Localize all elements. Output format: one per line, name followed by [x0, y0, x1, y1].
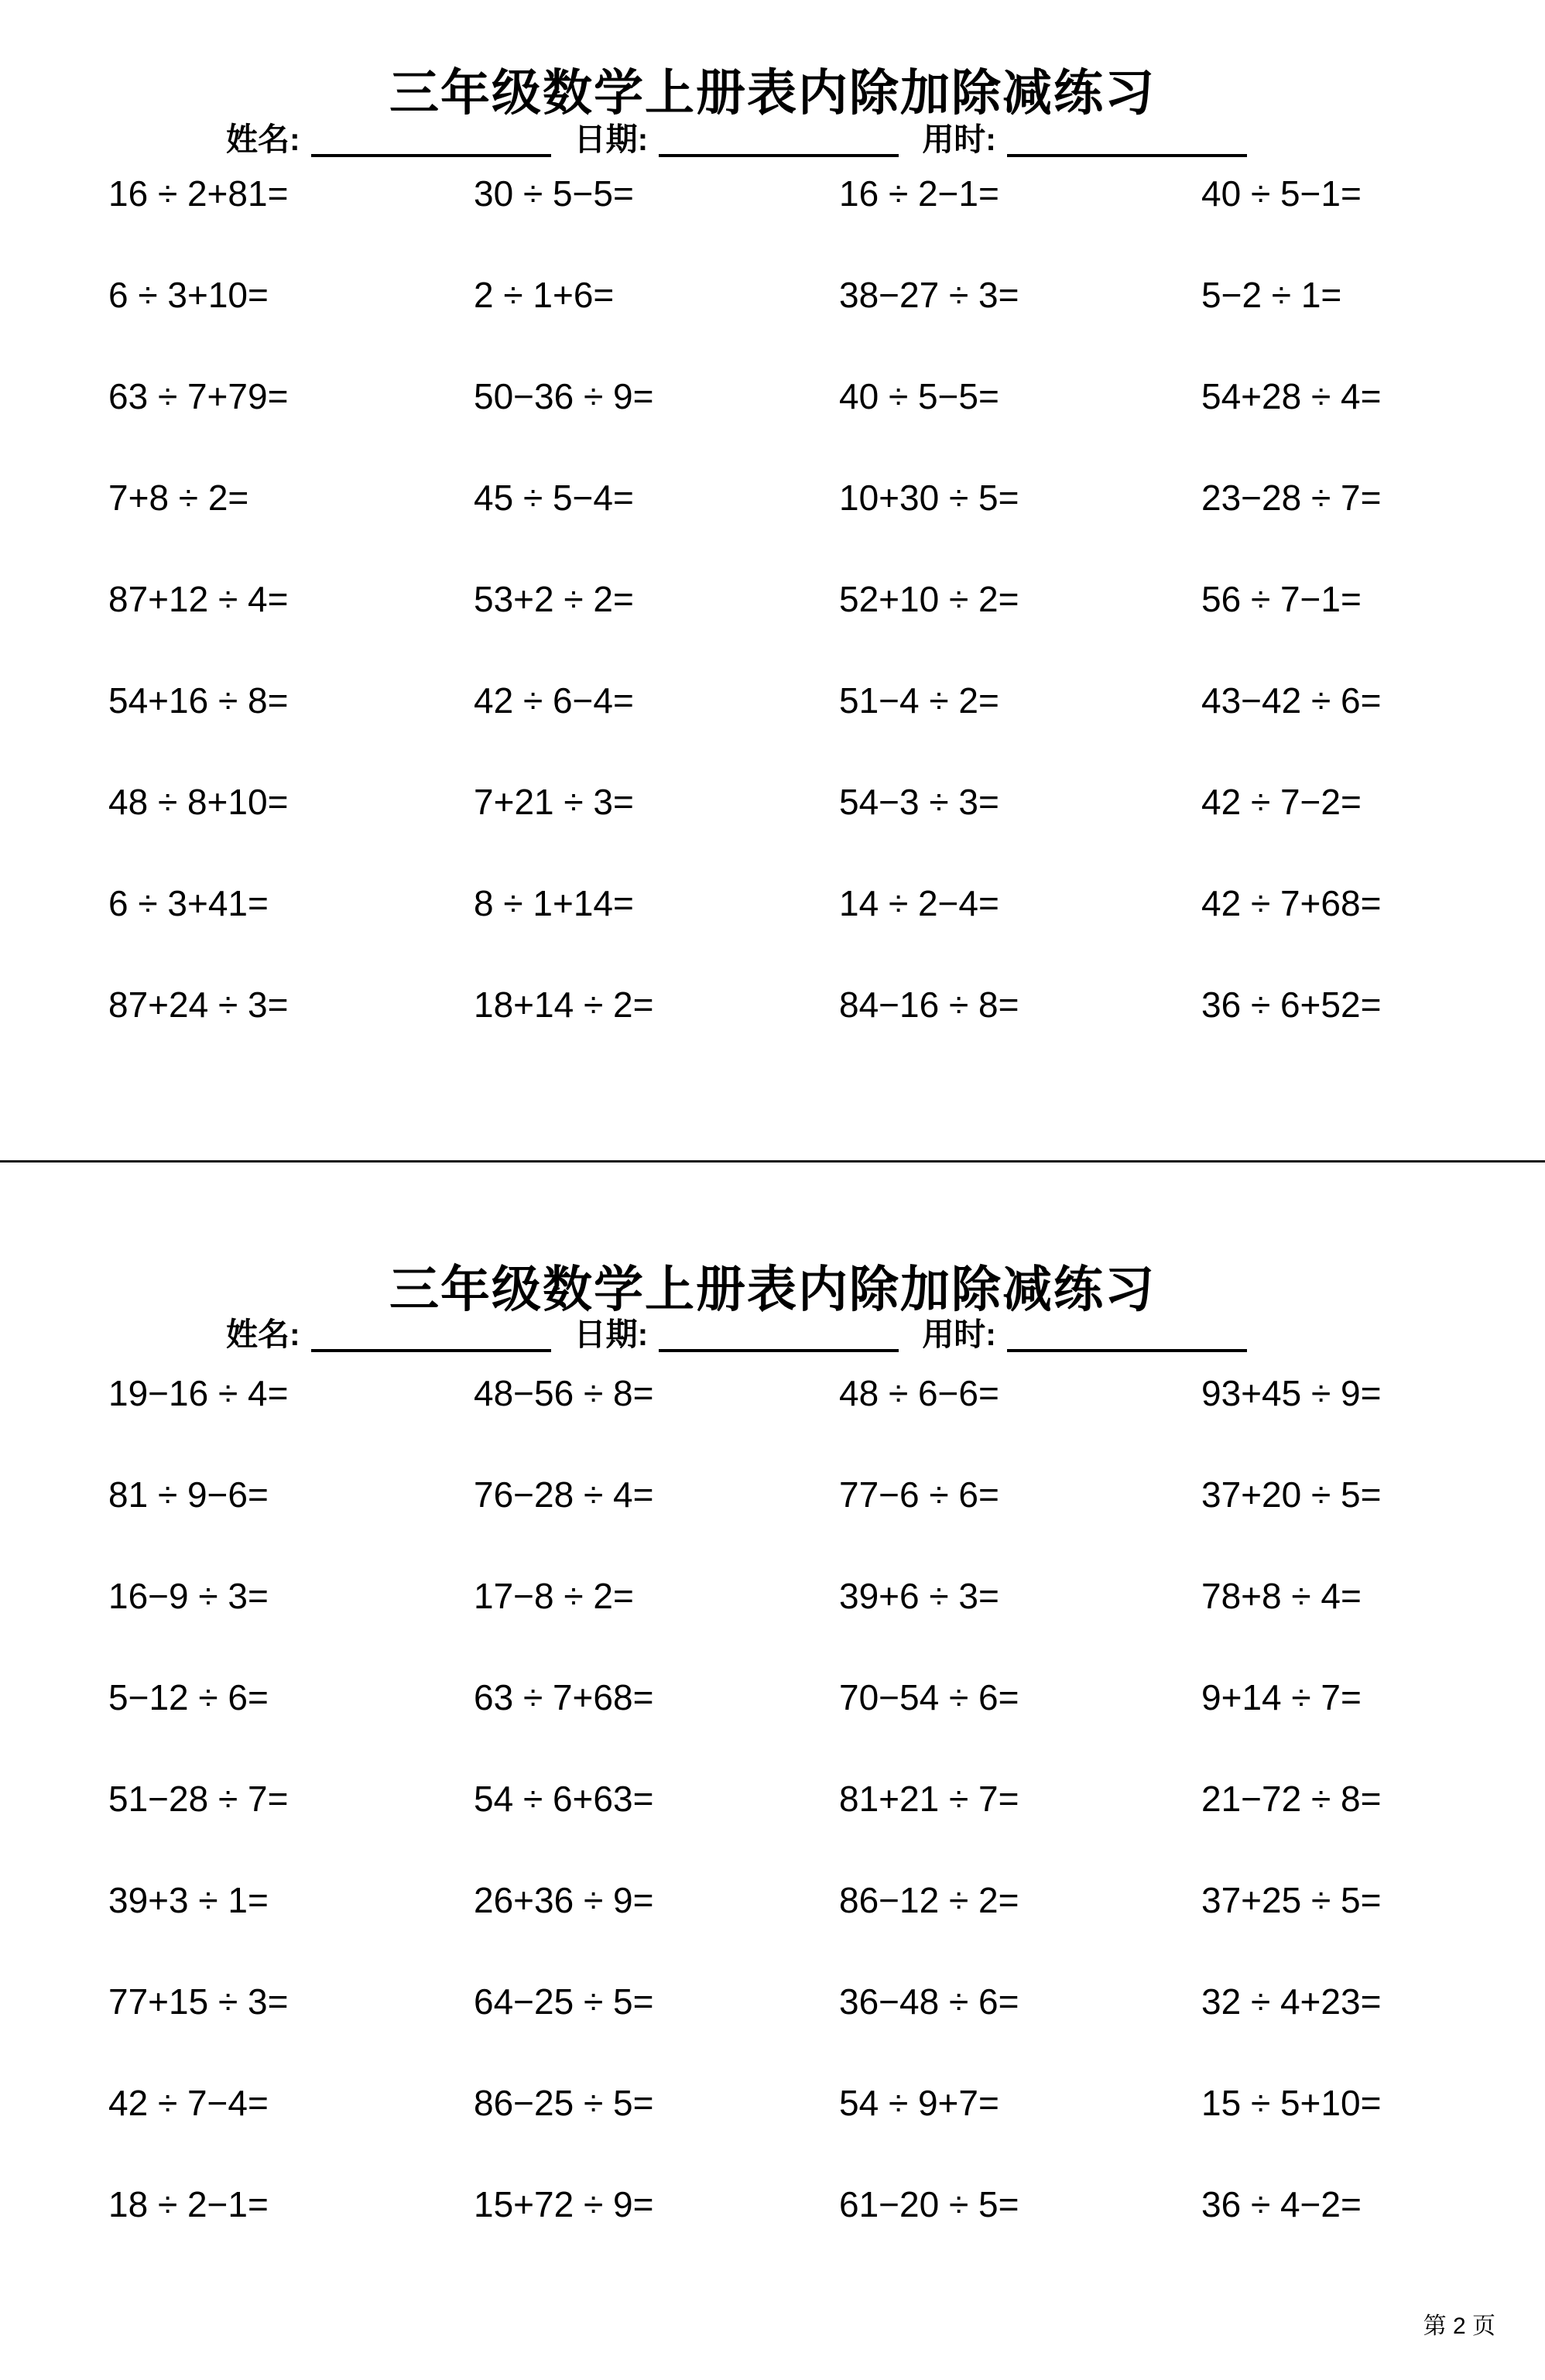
page-divider — [0, 1160, 1545, 1163]
math-problem: 10+30 ÷ 5= — [839, 478, 1019, 518]
math-problem: 53+2 ÷ 2= — [474, 579, 634, 619]
math-problem: 8 ÷ 1+14= — [474, 883, 634, 923]
date-blank — [659, 123, 899, 157]
math-problem: 43−42 ÷ 6= — [1201, 680, 1382, 721]
math-problem: 81+21 ÷ 7= — [839, 1779, 1019, 1819]
math-problem: 51−28 ÷ 7= — [108, 1779, 289, 1819]
math-problem: 48 ÷ 8+10= — [108, 782, 289, 822]
math-problem: 38−27 ÷ 3= — [839, 275, 1019, 315]
math-problem: 48 ÷ 6−6= — [839, 1373, 999, 1413]
time-blank — [1007, 123, 1247, 157]
time-label: 用时: — [922, 122, 996, 157]
math-problem: 54 ÷ 6+63= — [474, 1779, 654, 1819]
page-1-problems-grid — [108, 175, 1542, 1087]
math-problem: 7+21 ÷ 3= — [474, 782, 634, 822]
math-problem: 42 ÷ 7−4= — [108, 2083, 269, 2123]
math-problem: 86−12 ÷ 2= — [839, 1880, 1019, 1920]
math-problem: 15 ÷ 5+10= — [1201, 2083, 1382, 2123]
page-1-info-line — [226, 122, 1247, 157]
page-2-title: 三年级数学上册表内除加除减练习 — [389, 1261, 1156, 1317]
math-problem: 9+14 ÷ 7= — [1201, 1677, 1362, 1717]
math-problem: 61−20 ÷ 5= — [839, 2184, 1019, 2224]
math-problem: 42 ÷ 6−4= — [474, 680, 634, 721]
math-problem: 54−3 ÷ 3= — [839, 782, 999, 822]
math-problem: 18 ÷ 2−1= — [108, 2184, 269, 2224]
math-problem: 2 ÷ 1+6= — [474, 275, 615, 315]
math-problem: 36 ÷ 4−2= — [1201, 2184, 1362, 2224]
math-problem: 48−56 ÷ 8= — [474, 1373, 654, 1413]
page-1-title: 三年级数学上册表内除加除减练习 — [389, 64, 1156, 121]
math-problem: 81 ÷ 9−6= — [108, 1474, 269, 1515]
math-problem: 32 ÷ 4+23= — [1201, 1981, 1382, 2022]
math-problem: 36−48 ÷ 6= — [839, 1981, 1019, 2022]
math-problem: 54 ÷ 9+7= — [839, 2083, 999, 2123]
math-problem: 18+14 ÷ 2= — [474, 985, 654, 1025]
math-problem: 77+15 ÷ 3= — [108, 1981, 289, 2022]
math-problem: 52+10 ÷ 2= — [839, 579, 1019, 619]
math-problem: 26+36 ÷ 9= — [474, 1880, 654, 1920]
date-blank — [659, 1318, 899, 1352]
math-problem: 37+25 ÷ 5= — [1201, 1880, 1382, 1920]
date-label: 日期: — [574, 122, 649, 157]
name-blank — [311, 123, 551, 157]
math-problem: 21−72 ÷ 8= — [1201, 1779, 1382, 1819]
math-problem: 54+28 ÷ 4= — [1201, 376, 1382, 416]
math-problem: 63 ÷ 7+79= — [108, 376, 289, 416]
math-problem: 23−28 ÷ 7= — [1201, 478, 1382, 518]
math-problem: 45 ÷ 5−4= — [474, 478, 634, 518]
math-problem: 40 ÷ 5−1= — [1201, 173, 1362, 214]
math-problem: 70−54 ÷ 6= — [839, 1677, 1019, 1717]
math-problem: 84−16 ÷ 8= — [839, 985, 1019, 1025]
math-problem: 6 ÷ 3+10= — [108, 275, 269, 315]
math-problem: 40 ÷ 5−5= — [839, 376, 999, 416]
math-problem: 39+3 ÷ 1= — [108, 1880, 269, 1920]
name-label: 姓名: — [226, 122, 300, 157]
math-problem: 5−12 ÷ 6= — [108, 1677, 269, 1717]
math-problem: 16 ÷ 2−1= — [839, 173, 999, 214]
math-problem: 76−28 ÷ 4= — [474, 1474, 654, 1515]
math-problem: 50−36 ÷ 9= — [474, 376, 654, 416]
math-problem: 14 ÷ 2−4= — [839, 883, 999, 923]
math-problem: 16 ÷ 2+81= — [108, 173, 289, 214]
math-problem: 16−9 ÷ 3= — [108, 1576, 269, 1616]
page-number: 第 2 页 — [1423, 2313, 1495, 2339]
math-problem: 15+72 ÷ 9= — [474, 2184, 654, 2224]
math-problem: 42 ÷ 7+68= — [1201, 883, 1382, 923]
time-blank — [1007, 1318, 1247, 1352]
math-problem: 30 ÷ 5−5= — [474, 173, 634, 214]
date-label: 日期: — [574, 1317, 649, 1352]
name-blank — [311, 1318, 551, 1352]
math-problem: 56 ÷ 7−1= — [1201, 579, 1362, 619]
math-problem: 87+12 ÷ 4= — [108, 579, 289, 619]
math-problem: 77−6 ÷ 6= — [839, 1474, 999, 1515]
math-problem: 5−2 ÷ 1= — [1201, 275, 1342, 315]
math-problem: 6 ÷ 3+41= — [108, 883, 269, 923]
math-problem: 17−8 ÷ 2= — [474, 1576, 634, 1616]
math-problem: 86−25 ÷ 5= — [474, 2083, 654, 2123]
math-problem: 36 ÷ 6+52= — [1201, 985, 1382, 1025]
math-problem: 64−25 ÷ 5= — [474, 1981, 654, 2022]
math-problem: 42 ÷ 7−2= — [1201, 782, 1362, 822]
math-problem: 39+6 ÷ 3= — [839, 1576, 999, 1616]
page-2-problems-grid — [108, 1375, 1542, 2287]
math-problem: 19−16 ÷ 4= — [108, 1373, 289, 1413]
math-problem: 51−4 ÷ 2= — [839, 680, 999, 721]
math-problem: 87+24 ÷ 3= — [108, 985, 289, 1025]
name-label: 姓名: — [226, 1317, 300, 1352]
math-problem: 37+20 ÷ 5= — [1201, 1474, 1382, 1515]
math-problem: 78+8 ÷ 4= — [1201, 1576, 1362, 1616]
math-problem: 54+16 ÷ 8= — [108, 680, 289, 721]
math-problem: 63 ÷ 7+68= — [474, 1677, 654, 1717]
time-label: 用时: — [922, 1317, 996, 1352]
math-problem: 7+8 ÷ 2= — [108, 478, 249, 518]
math-problem: 93+45 ÷ 9= — [1201, 1373, 1382, 1413]
page-2-info-line — [226, 1317, 1247, 1352]
